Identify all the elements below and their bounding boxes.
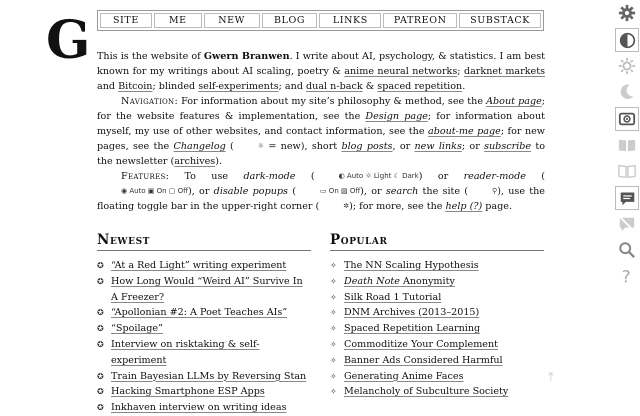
text-run: . <box>462 81 466 92</box>
popups-off-icon[interactable] <box>615 212 639 236</box>
new-star-icon: ✪ <box>97 371 104 381</box>
popular-link-title: Commoditize Your Complement <box>344 338 499 350</box>
popular-heading: Popular <box>330 232 544 251</box>
nav-site[interactable]: SITE <box>100 13 152 28</box>
text-run: page. <box>482 201 512 212</box>
moon-icon[interactable] <box>615 80 639 104</box>
list-item <box>330 369 544 385</box>
list-item <box>97 274 311 306</box>
text-run: to the newsletter ( <box>97 141 546 167</box>
new-star-icon: ✪ <box>97 403 104 413</box>
text-run: ) or <box>418 171 464 182</box>
popular-link-title: Silk Road 1 Tutorial <box>344 291 442 303</box>
text-run: ( <box>295 171 315 182</box>
nav-patreon[interactable]: PATREON <box>383 13 457 28</box>
inline-link[interactable]: subscribe <box>484 141 532 152</box>
text-run: ; for the website features & implementation, see the <box>97 96 546 122</box>
new-star-icon: ✪ <box>97 276 104 286</box>
list-item <box>330 274 544 290</box>
list-item <box>97 258 311 274</box>
text-run: , or <box>392 141 415 152</box>
popular-link-title: Banner Ads Considered Harmful <box>344 354 503 366</box>
text-run: ; <box>457 66 464 77</box>
popular-link-rest: Anonymity <box>399 275 455 287</box>
text-run: ( <box>525 171 546 182</box>
popular-link-title: Melancholy of Subculture Society <box>344 386 509 398</box>
text-run: & <box>362 81 378 92</box>
list-item <box>330 290 544 306</box>
back-to-top-icon[interactable]: ⤒ <box>548 370 554 385</box>
list-item <box>97 400 311 416</box>
book-icon[interactable] <box>615 159 639 183</box>
popular-list <box>330 258 544 400</box>
text-run: . I write about AI, psychology, & statistics. I am best known for my writings about AI scaling, poetry & <box>97 51 546 77</box>
new-star-icon: ✪ <box>97 324 104 334</box>
author-name: Gwern Branwen <box>203 51 290 62</box>
inline-icon-legend: ◉ Auto ▣ On ▢ Off <box>121 187 188 195</box>
sparkle-icon: ✧ <box>330 261 337 270</box>
inline-icon-legend: ✲ <box>343 202 350 210</box>
list-item <box>330 337 544 353</box>
list-item <box>330 353 544 369</box>
sparkle-icon: ✧ <box>330 355 337 365</box>
popular-link[interactable] <box>344 355 503 366</box>
inline-link[interactable]: Changelog <box>173 141 226 152</box>
text-run: ); for more, see the <box>349 201 446 212</box>
newest-link[interactable]: Inkhaven interview on writing ideas <box>111 402 287 414</box>
text-run: ), or <box>188 186 214 197</box>
newest-link[interactable]: “Apollonian #2: A Poet Teaches AIs” <box>111 307 288 319</box>
text-run: ), use the floating toggle bar in the upper-right corner ( <box>97 186 545 212</box>
text-run: ; blinded <box>152 81 199 92</box>
nav-new[interactable]: NEW <box>204 13 260 28</box>
inline-icon-legend: ⚲ <box>492 187 498 195</box>
nav-me[interactable]: ME <box>154 13 202 28</box>
popular-link[interactable] <box>344 292 441 303</box>
help-icon[interactable] <box>615 264 639 288</box>
nav-blog[interactable]: BLOG <box>262 13 318 28</box>
text-run: = new), short <box>264 141 342 152</box>
text-run: reader-mode <box>463 171 526 182</box>
new-star-icon: ✪ <box>97 261 104 270</box>
text-run: and <box>97 81 119 92</box>
new-star-icon: ✪ <box>97 339 104 349</box>
inline-link[interactable]: Design page <box>365 111 428 122</box>
text-run: To use <box>169 171 244 182</box>
inline-link[interactable]: help (?) <box>445 201 483 212</box>
inline-link[interactable]: dual n-back <box>306 81 363 92</box>
search-icon[interactable] <box>615 238 639 262</box>
popular-link-title: DNM Archives (2013–2015) <box>344 307 480 319</box>
svg-text:?: ? <box>621 267 631 285</box>
new-star-icon: ✪ <box>97 308 104 318</box>
inline-link[interactable]: Bitcoin <box>118 81 153 92</box>
sparkle-icon: ✧ <box>330 276 337 286</box>
inline-link[interactable]: About page <box>486 96 542 107</box>
list-item <box>97 384 311 400</box>
inline-link[interactable]: spaced repetition <box>377 81 463 92</box>
sun-icon: ☼ <box>257 142 265 150</box>
sparkle-icon: ✧ <box>330 308 337 318</box>
popular-link[interactable] <box>344 260 479 271</box>
popular-link[interactable] <box>344 339 498 350</box>
newest-link[interactable]: Hacking Smartphone ESP Apps <box>111 386 265 398</box>
sparkle-icon: ✧ <box>330 387 337 397</box>
sun-icon[interactable] <box>615 54 639 78</box>
reader-mode-icon[interactable] <box>615 107 639 131</box>
newest-link[interactable]: “Spoilage” <box>111 323 163 335</box>
inline-icon-legend: ▭ On ▨ Off <box>319 187 361 195</box>
new-star-icon: ✪ <box>97 387 104 397</box>
inline-link[interactable]: archives <box>174 156 216 167</box>
text-run: the site ( <box>418 186 469 197</box>
gear-icon[interactable] <box>615 1 639 25</box>
popular-link[interactable] <box>344 307 479 318</box>
popular-link-title: Spaced Repetition Learning <box>344 323 481 335</box>
text-run: For information about my site’s philosophy & method, see the <box>178 96 487 107</box>
nav-substack[interactable]: SUBSTACK <box>459 13 541 28</box>
text-run: search <box>385 186 419 197</box>
list-item <box>330 305 544 321</box>
svg-text:G: G <box>46 14 90 64</box>
intro-text <box>97 49 545 214</box>
popular-link-title: The NN Scaling Hypothesis <box>344 260 479 271</box>
half-circle-icon[interactable] <box>615 28 639 52</box>
text-run: ; or <box>461 141 485 152</box>
newest-link[interactable]: Train Bayesian LLMs by Reversing Stan <box>111 370 307 382</box>
list-item <box>97 321 311 337</box>
navigation-paragraph <box>97 94 545 169</box>
text-run: ; for information about myself, my use of other websites, and contact information, see the <box>97 111 545 137</box>
newest-heading: Newest <box>97 232 311 251</box>
list-item <box>97 337 311 369</box>
inline-link[interactable]: blog posts <box>341 141 393 152</box>
comment-icon[interactable] <box>615 186 639 210</box>
sparkle-icon: ✧ <box>330 371 337 381</box>
list-item <box>330 384 544 400</box>
inline-icon-legend: ◐ Auto ☼ Light ☾ Dark <box>338 172 419 180</box>
section-label: Features: <box>121 171 170 182</box>
intro-paragraph <box>97 49 545 94</box>
newest-link[interactable]: “At a Red Light” writing experiment <box>111 260 287 271</box>
popular-link-title: Death Note <box>344 275 400 287</box>
text-run: ; and <box>278 81 307 92</box>
list-item <box>97 369 311 385</box>
inline-link[interactable]: self-experiments <box>198 81 279 92</box>
text-run: ( <box>287 186 296 197</box>
inline-link[interactable]: darknet markets <box>463 66 545 77</box>
newest-link[interactable]: How Long Would “Weird AI” Survive In A Freezer? <box>111 275 303 303</box>
text-run: ; for new pages, see the <box>97 126 546 152</box>
text-run: ). <box>215 156 223 167</box>
inline-link[interactable]: new links <box>414 141 462 152</box>
sparkle-icon: ✧ <box>330 339 337 349</box>
popular-link[interactable] <box>344 386 508 397</box>
text-run: This is the website of <box>97 51 204 62</box>
sparkle-icon: ✧ <box>330 292 337 302</box>
list-item <box>330 321 544 337</box>
nav-links[interactable]: LINKS <box>319 13 381 28</box>
newest-list <box>97 258 311 416</box>
popular-link[interactable] <box>344 276 455 287</box>
sparkle-icon: ✧ <box>330 324 337 334</box>
text-run: dark-mode <box>243 171 296 182</box>
list-item <box>330 258 544 274</box>
gwern-logo[interactable] <box>46 14 90 64</box>
text-run: disable popups <box>213 186 288 197</box>
floating-toolbar <box>613 0 640 300</box>
text-run: ( <box>225 141 234 152</box>
inline-link[interactable]: anime neural networks <box>344 66 458 77</box>
popular-link[interactable] <box>344 323 480 334</box>
book-open-icon[interactable] <box>615 133 639 157</box>
newest-link[interactable]: Interview on risktaking & self-experiment <box>111 338 260 366</box>
inline-link[interactable]: about-me page <box>427 126 501 137</box>
popular-link-title: Generating Anime Faces <box>344 370 464 382</box>
text-run: ), or <box>360 186 386 197</box>
top-navigation <box>97 10 544 31</box>
list-item <box>97 305 311 321</box>
section-label: Navigation: <box>121 96 179 107</box>
features-paragraph <box>97 169 545 214</box>
popular-link[interactable] <box>344 371 464 382</box>
